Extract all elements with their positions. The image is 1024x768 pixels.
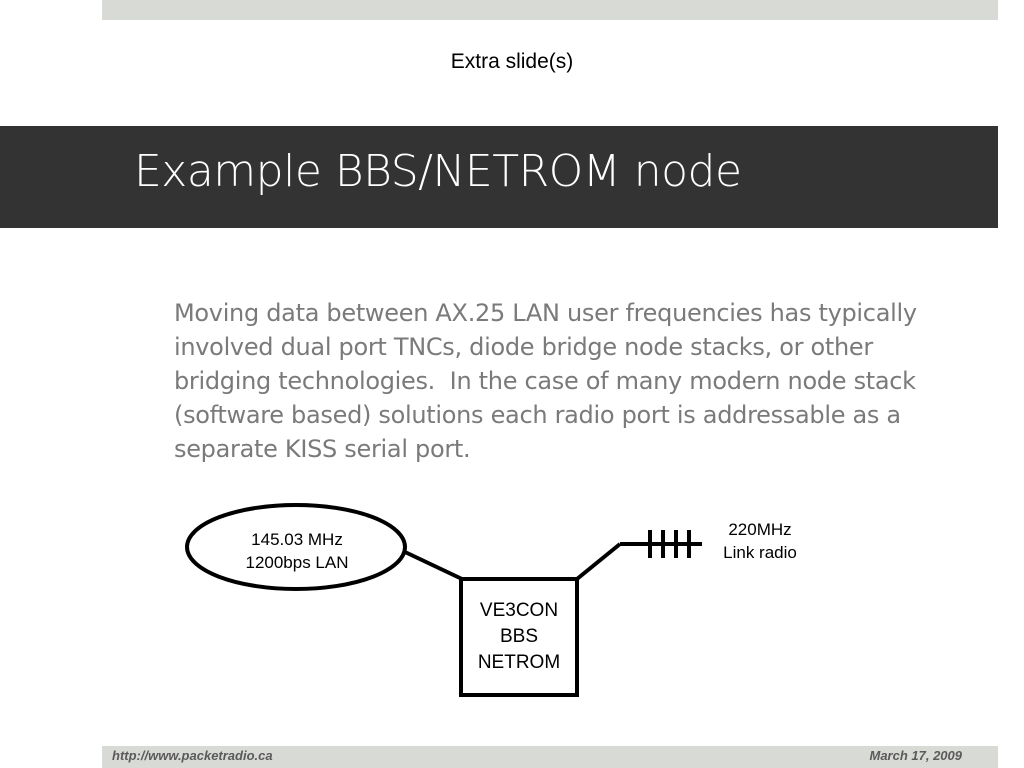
lan-label	[186, 528, 408, 574]
antenna-connector-line	[577, 544, 620, 579]
network-diagram	[0, 490, 1024, 710]
node-netrom: NETROM	[477, 652, 561, 673]
node-bbs: BBS	[499, 626, 539, 647]
link-radio-frequency: 220MHz	[728, 520, 792, 539]
lan-frequency: 145.03 MHz	[251, 530, 343, 549]
node-callsign: VE3CON	[479, 600, 559, 621]
slide-header: Extra slide(s)	[450, 50, 574, 73]
node-label	[461, 598, 577, 676]
footer-url: http://www.packetradio.ca	[112, 748, 273, 763]
top-band	[102, 0, 998, 20]
title-bar	[0, 126, 998, 228]
slide-body-text: Moving data between AX.25 LAN user frequencies has typically involved dual port TNCs, diode bridge node stacks, or other bridging technologies. In the case of many modern node stack (software based) solutions each radio port is addressable as a separate KISS serial port.	[174, 299, 925, 463]
slide-title: Example BBS/NETROM node	[134, 146, 742, 197]
lan-connector-line	[405, 552, 462, 579]
link-radio-name: Link radio	[723, 543, 797, 562]
footer-bar	[102, 746, 998, 768]
lan-speed: 1200bps LAN	[245, 553, 349, 572]
footer-date: March 17, 2009	[869, 748, 962, 763]
link-radio-label	[700, 518, 820, 564]
